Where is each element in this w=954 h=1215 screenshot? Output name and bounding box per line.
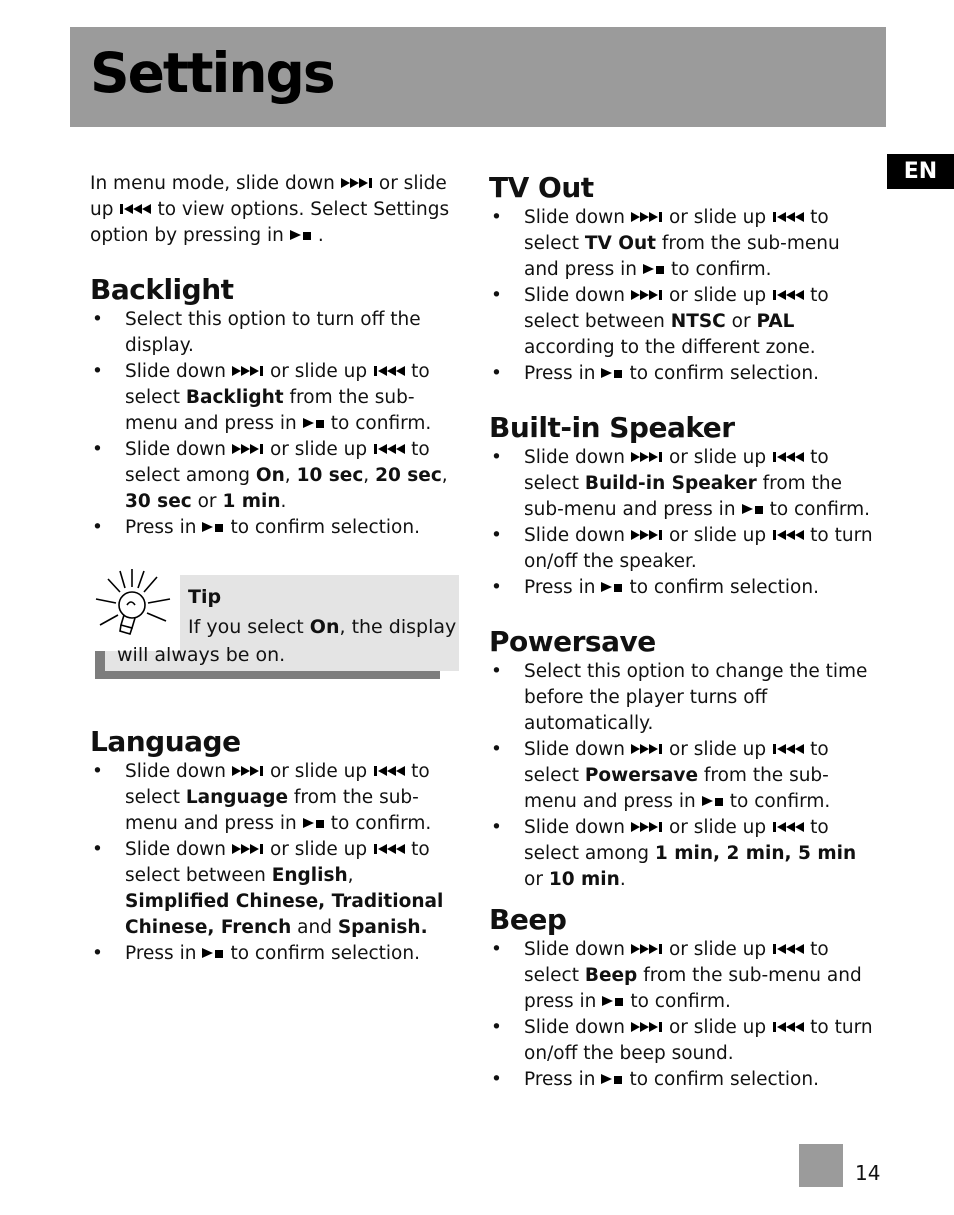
beep-list [489,937,874,1093]
list-item: • Slide down or slide up to select Beep from the sub-menu and press in to confirm. [489,937,874,1015]
powersave-heading: Powersave [489,625,656,658]
next-icon [631,445,663,471]
tv-out-heading: TV Out [489,171,594,204]
tip-label: Tip [188,586,222,608]
prev-icon [772,937,804,963]
list-item: • Slide down or slide up to select Build-in Speaker from the sub-menu and press in to confirm. [489,445,874,523]
backlight-heading: Backlight [90,273,234,306]
list-item: • Slide down or slide up to select among On, 10 sec, 20 sec, 30 sec or 1 min. [90,437,460,515]
tv-out-list [489,205,874,387]
tip-box [90,565,460,713]
right-column [489,171,874,1093]
backlight-list [90,307,460,541]
prev-icon [772,815,804,841]
language-list [90,759,460,967]
title-bar [70,27,886,127]
play-pause-icon [202,515,224,541]
beep-heading: Beep [489,903,567,936]
play-pause-icon [643,257,665,283]
page-title: Settings [90,41,334,105]
next-icon [631,937,663,963]
play-pause-icon [290,223,312,249]
list-item: • Slide down or slide up to select Backlight from the sub-menu and press in to confirm. [90,359,460,437]
prev-icon [772,1015,804,1041]
page-number-box [799,1144,843,1187]
list-item: • Slide down or slide up to select Powersave from the sub-menu and press in to confirm. [489,737,874,815]
prev-icon [373,837,405,863]
next-icon [232,837,264,863]
tip-text: If you select On, the display [188,616,457,638]
next-icon [232,437,264,463]
language-heading: Language [90,725,241,758]
play-pause-icon [702,789,724,815]
prev-icon [119,197,151,223]
play-pause-icon [601,1067,623,1093]
list-item: • Slide down or slide up to select TV Out from the sub-menu and press in to confirm. [489,205,874,283]
built-in-speaker-heading: Built-in Speaker [489,411,735,444]
next-icon [232,359,264,385]
prev-icon [373,437,405,463]
list-item: • Select this option to change the time before the player turns off automatically. [489,659,874,737]
list-item: • Slide down or slide up to select between NTSC or PAL according to the different zone. [489,283,874,361]
prev-icon [772,445,804,471]
list-item: • Select this option to turn off the display. [90,307,460,359]
list-item: • Press in to confirm selection. [90,941,460,967]
next-icon [631,283,663,309]
play-pause-icon [202,941,224,967]
list-item: • Slide down or slide up to select among 1 min, 2 min, 5 min or 10 min. [489,815,874,893]
next-icon [341,171,373,197]
play-pause-icon [303,811,325,837]
list-item: • Press in to confirm selection. [489,361,874,387]
left-column [90,171,460,967]
prev-icon [772,523,804,549]
language-tab: EN [887,154,954,189]
prev-icon [772,205,804,231]
next-icon [631,523,663,549]
speaker-list [489,445,874,601]
play-pause-icon [601,575,623,601]
powersave-list [489,659,874,893]
list-item: • Slide down or slide up to turn on/off the beep sound. [489,1015,874,1067]
play-pause-icon [601,361,623,387]
play-pause-icon [742,497,764,523]
play-pause-icon [303,411,325,437]
intro-paragraph: In menu mode, slide down or slide up to view options. Select Settings option by pressing in . [90,171,460,249]
list-item: • Press in to confirm selection. [489,575,874,601]
list-item: • Press in to confirm selection. [489,1067,874,1093]
prev-icon [772,737,804,763]
list-item: • Slide down or slide up to select between English, Simplified Chinese, Traditional Chinese, French and Spanish. [90,837,460,941]
next-icon [631,1015,663,1041]
prev-icon [772,283,804,309]
lightbulb-icon [94,565,180,651]
tip-text-continued: will always be on. [117,644,286,666]
list-item: • Slide down or slide up to select Language from the sub-menu and press in to confirm. [90,759,460,837]
next-icon [631,737,663,763]
list-item: • Press in to confirm selection. [90,515,460,541]
prev-icon [373,359,405,385]
list-item: • Slide down or slide up to turn on/off the speaker. [489,523,874,575]
play-pause-icon [602,989,624,1015]
next-icon [631,815,663,841]
next-icon [232,759,264,785]
next-icon [631,205,663,231]
prev-icon [373,759,405,785]
page-number: 14 [855,1161,881,1185]
